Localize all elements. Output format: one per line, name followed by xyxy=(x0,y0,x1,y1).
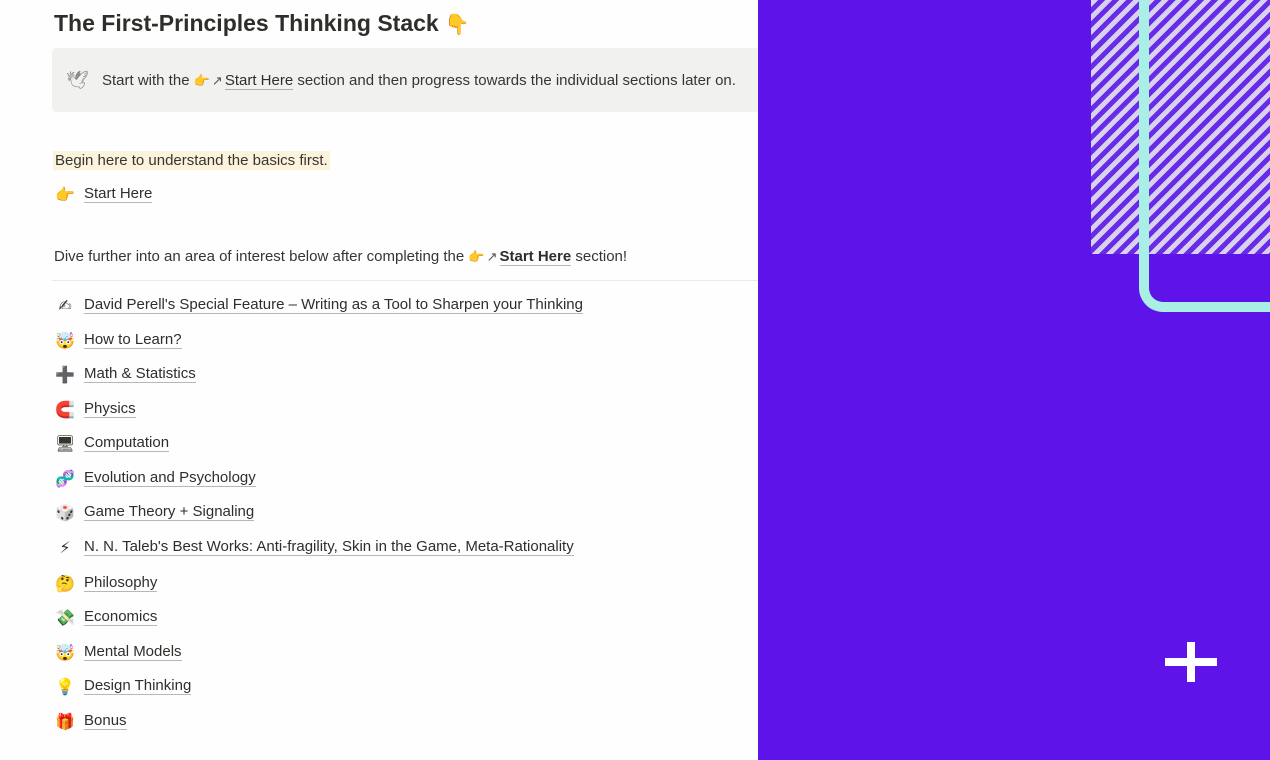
dna-icon: 🧬 xyxy=(55,468,75,488)
plus-icon: ➕ xyxy=(55,364,75,384)
pointing-right-icon: 👉 xyxy=(55,184,75,204)
pointing-right-icon: 👉 xyxy=(193,73,210,89)
section-link-taleb[interactable] xyxy=(54,535,574,559)
exploding-head-icon: 🤯 xyxy=(55,642,75,662)
section-link-mental-models[interactable] xyxy=(54,640,182,664)
page-title xyxy=(54,10,470,37)
start-here-label[interactable]: Start Here xyxy=(84,185,153,202)
section-link-writing[interactable] xyxy=(54,293,583,317)
section-label[interactable]: David Perell's Special Feature – Writing as a Tool to Sharpen your Thinking xyxy=(84,296,583,313)
section-link-design-thinking[interactable] xyxy=(54,674,191,698)
section-link-philosophy[interactable] xyxy=(54,571,157,595)
section-link-evolution[interactable] xyxy=(54,466,256,490)
section-label[interactable]: Economics xyxy=(84,608,158,625)
dove-icon: 🕊 xyxy=(66,69,89,91)
section-label[interactable]: Evolution and Psychology xyxy=(84,469,256,486)
gift-icon: 🎁 xyxy=(55,711,75,731)
lightning-icon: ⚡ xyxy=(59,537,71,557)
start-here-page-link[interactable] xyxy=(54,182,152,206)
callout-start-here-link[interactable]: Start Here xyxy=(224,71,294,89)
dive-text-after: section! xyxy=(575,248,628,265)
light-bulb-icon: 💡 xyxy=(55,676,75,696)
section-label[interactable]: How to Learn? xyxy=(84,331,182,348)
section-link-how-to-learn[interactable] xyxy=(54,328,182,352)
section-link-bonus[interactable] xyxy=(54,709,127,733)
writing-hand-icon: ✍ xyxy=(58,295,72,315)
dive-further-text xyxy=(54,248,627,265)
section-label[interactable]: Physics xyxy=(84,400,136,417)
plus-icon xyxy=(1165,642,1217,682)
external-arrow-icon: ↗ xyxy=(486,250,498,265)
section-label[interactable]: Math & Statistics xyxy=(84,365,196,382)
section-link-physics[interactable] xyxy=(54,397,136,421)
section-label[interactable]: Computation xyxy=(84,434,170,451)
pointing-down-icon: 👇 xyxy=(444,12,470,36)
callout-text-after: section and then progress towards the individual sections later on. xyxy=(297,71,736,89)
section-link-math[interactable] xyxy=(54,362,196,386)
section-label[interactable]: Mental Models xyxy=(84,643,182,660)
computer-icon: 🖥 xyxy=(54,433,76,453)
page-title-text: The First-Principles Thinking Stack xyxy=(54,10,439,36)
exploding-head-icon: 🤯 xyxy=(55,330,75,350)
dive-start-here-link[interactable]: Start Here xyxy=(499,248,572,265)
pointing-right-icon: 👉 xyxy=(468,250,485,265)
section-label[interactable]: Philosophy xyxy=(84,574,158,591)
section-link-game-theory[interactable] xyxy=(54,500,254,524)
section-label[interactable]: Bonus xyxy=(84,712,127,729)
section-link-computation[interactable] xyxy=(54,431,169,455)
section-label[interactable]: Design Thinking xyxy=(84,677,192,694)
rounded-frame-outline xyxy=(1139,0,1270,312)
section-label[interactable]: N. N. Taleb's Best Works: Anti-fragility, Skin in the Game, Meta-Rationality xyxy=(84,538,574,555)
section-link-economics[interactable] xyxy=(54,605,157,629)
basics-highlight: Begin here to understand the basics first. xyxy=(55,152,328,169)
external-arrow-icon: ↗ xyxy=(211,73,223,89)
section-label[interactable]: Game Theory + Signaling xyxy=(84,503,255,520)
dice-icon: 🎲 xyxy=(55,502,75,522)
thinking-face-icon: 🤔 xyxy=(55,573,75,593)
divider xyxy=(52,280,758,281)
callout-text xyxy=(102,72,736,89)
dive-text-before: Dive further into an area of interest below after completing the xyxy=(54,248,465,265)
callout-box xyxy=(52,48,758,112)
money-wings-icon: 💸 xyxy=(55,607,75,627)
magnet-icon: 🧲 xyxy=(55,399,75,419)
decorative-panel xyxy=(758,0,1270,760)
callout-text-before: Start with the xyxy=(102,71,190,89)
